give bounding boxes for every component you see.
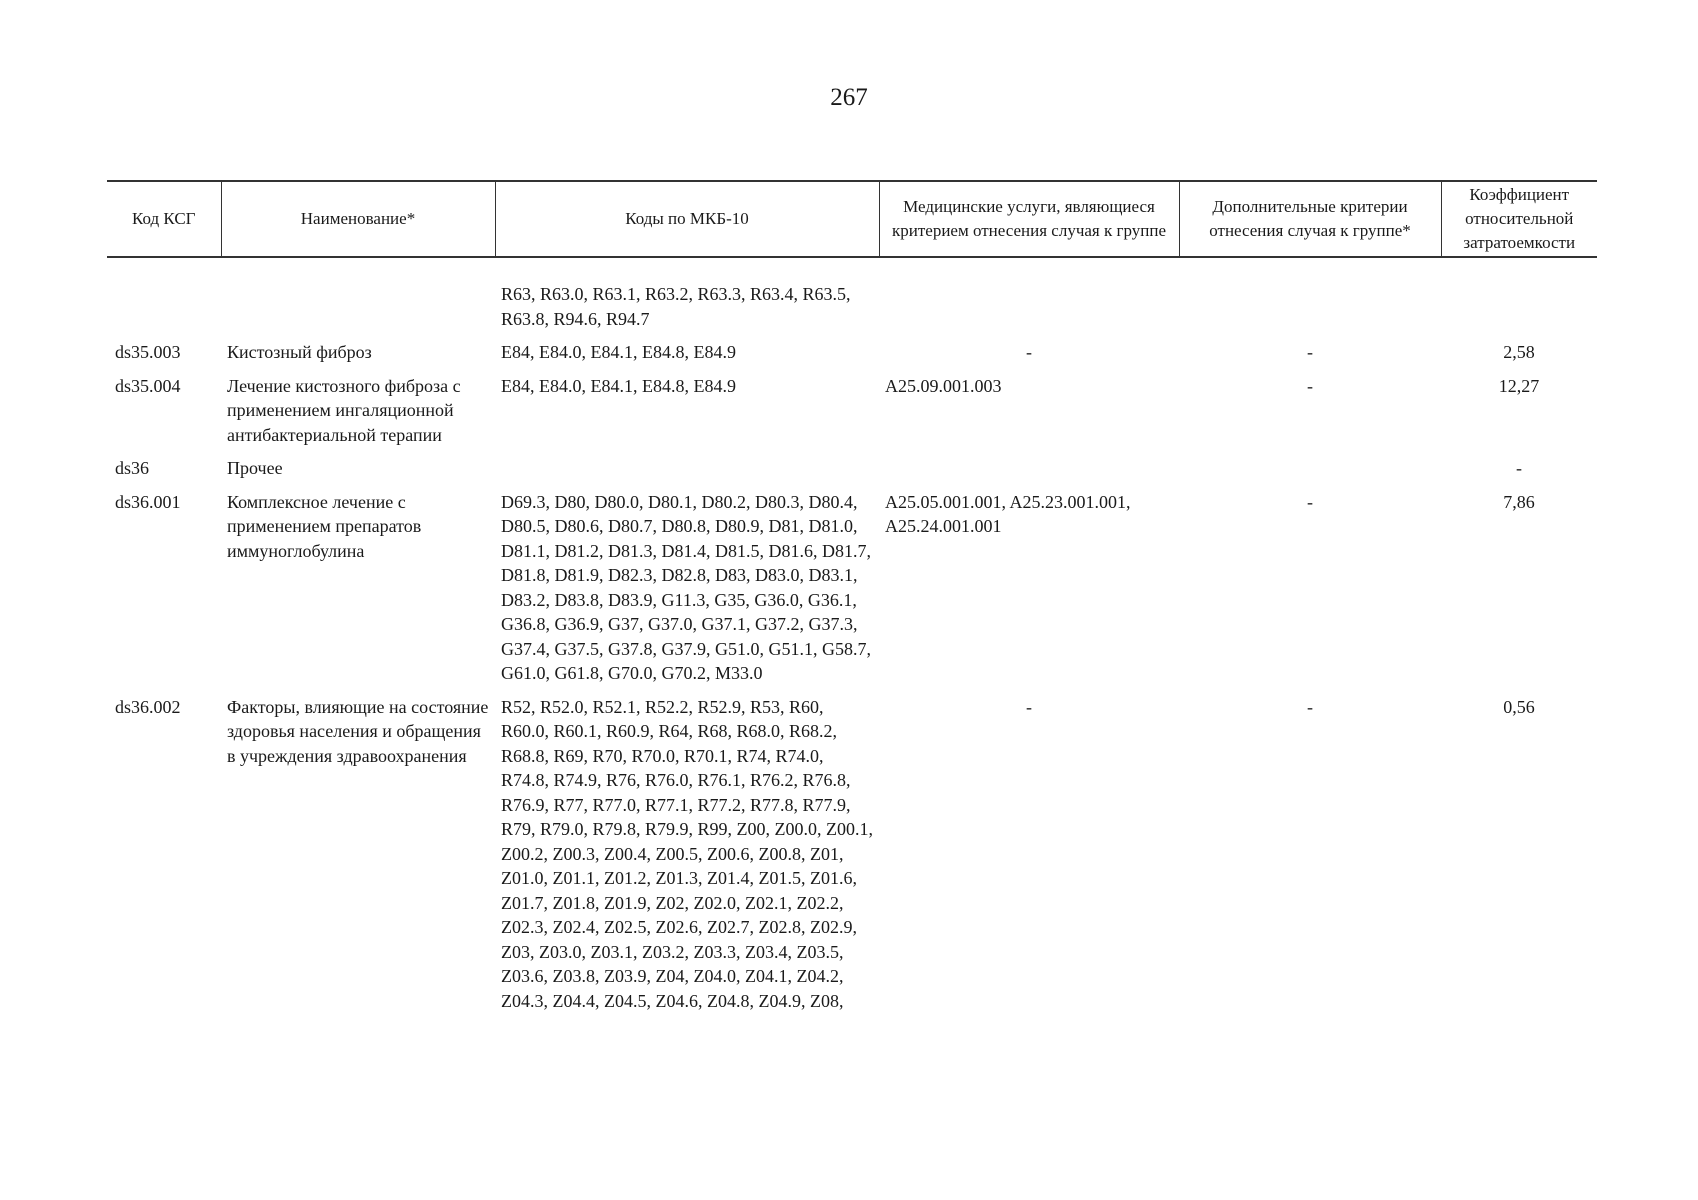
header-ksg-code: Код КСГ (107, 181, 221, 257)
cell-cost-coefficient: 0,56 (1503, 696, 1535, 717)
cell-additional-criteria: - (1307, 342, 1313, 362)
ksg-table (107, 180, 1597, 1022)
cell-name (221, 257, 495, 340)
cell-icd-codes (495, 456, 879, 490)
cell-name: Лечение кистозного фиброза с применением ингаляционной антибактериальной терапии (227, 375, 461, 445)
cell-icd-codes: E84, E84.0, E84.1, E84.8, E84.9 (501, 342, 736, 362)
cell-name: Прочее (227, 458, 283, 478)
cell-icd-codes: E84, E84.0, E84.1, E84.8, E84.9 (501, 375, 736, 396)
header-cost-coefficient: Коэффициент относительной затратоемкости (1441, 181, 1597, 257)
cell-cost-coefficient (1441, 257, 1597, 340)
cell-icd-codes: D69.3, D80, D80.0, D80.1, D80.2, D80.3, D80.4, D80.5, D80.6, D80.7, D80.8, D80.9, D81, D81.0, D81.1, D81.2, D81.3, D81.4, D81.5, D81.6, D81.7, D81.8, D81.9, D82.3, D82.8, D83, D83.0, D83.1, D83.2, D83.8, D83.9, G11.3, G35, G36.0, G36.1, G36.8, G36.9, G37, G37.0, G37.1, G37.2, G37.3, G37.4, G37.5, G37.8, G37.9, G51.0, G51.1, G58.7, G61.0, G61.8, G70.0, G70.2, M33.0 (501, 491, 871, 683)
header-additional-criteria: Дополнительные критерии отнесения случая к группе* (1179, 181, 1441, 257)
table-body (107, 257, 1597, 1022)
cell-ksg-code: ds35.003 (115, 342, 181, 362)
header-name: Наименование* (221, 181, 495, 257)
header-row (107, 181, 1597, 257)
table-row (107, 456, 1597, 490)
table-row (107, 257, 1597, 340)
page-number: 267 (830, 84, 868, 111)
cell-ksg-code: ds36 (115, 458, 150, 478)
cell-additional-criteria: - (1307, 375, 1313, 396)
table-row (107, 490, 1597, 695)
cell-ksg-code: ds35.004 (115, 375, 181, 396)
cell-medical-services: - (1026, 696, 1032, 717)
cell-medical-services: A25.05.001.001, A25.23.001.001, A25.24.001.001 (885, 491, 1131, 536)
header-icd-codes: Коды по МКБ-10 (495, 181, 879, 257)
header-medical-services: Медицинские услуги, являющиеся критерием отнесения случая к группе (879, 181, 1179, 257)
cell-cost-coefficient: - (1516, 458, 1522, 478)
cell-name: Кистозный фиброз (227, 342, 372, 362)
cell-medical-services: - (1026, 342, 1032, 362)
cell-medical-services (879, 456, 1179, 490)
cell-additional-criteria (1179, 257, 1441, 340)
cell-ksg-code (107, 257, 221, 340)
cell-cost-coefficient: 12,27 (1498, 375, 1540, 396)
cell-cost-coefficient: 7,86 (1503, 491, 1535, 512)
cell-ksg-code: ds36.001 (115, 491, 181, 512)
table-row (107, 695, 1597, 1023)
table-row (107, 374, 1597, 457)
cell-name: Комплексное лечение с применением препаратов иммуноглобулина (227, 491, 422, 561)
cell-name: Факторы, влияющие на состояние здоровья населения и обращения в учреждения здравоохранения (227, 696, 489, 766)
ksg-table-container (107, 180, 1597, 1022)
cell-additional-criteria: - (1307, 491, 1313, 512)
cell-ksg-code: ds36.002 (115, 696, 181, 717)
table-header (107, 181, 1597, 257)
cell-icd-codes: R52, R52.0, R52.1, R52.2, R52.9, R53, R60, R60.0, R60.1, R60.9, R64, R68, R68.0, R68.2, R68.8, R69, R70, R70.0, R70.1, R74, R74.0, R74.8, R74.9, R76, R76.0, R76.1, R76.2, R76.8, R76.9, R77, R77.0, R77.1, R77.2, R77.8, R77.9, R79, R79.0, R79.8, R79.9, R99, Z00, Z00.0, Z00.1, Z00.2, Z00.3, Z00.4, Z00.5, Z00.6, Z00.8, Z01, Z01.0, Z01.1, Z01.2, Z01.3, Z01.4, Z01.5, Z01.6, Z01.7, Z01.8, Z01.9, Z02, Z02.0, Z02.1, Z02.2, Z02.3, Z02.4, Z02.5, Z02.6, Z02.7, Z02.8, Z02.9, Z03, Z03.0, Z03.1, Z03.2, Z03.3, Z03.4, Z03.5, Z03.6, Z03.8, Z03.9, Z04, Z04.0, Z04.1, Z04.2, Z04.3, Z04.4, Z04.5, Z04.6, Z04.8, Z04.9, Z08, (501, 696, 874, 1011)
cell-additional-criteria: - (1307, 696, 1313, 717)
table-row (107, 340, 1597, 374)
cell-medical-services (879, 257, 1179, 340)
cell-medical-services: A25.09.001.003 (885, 375, 1002, 396)
cell-cost-coefficient: 2,58 (1503, 342, 1535, 362)
cell-icd-codes: R63, R63.0, R63.1, R63.2, R63.3, R63.4, R63.5, R63.8, R94.6, R94.7 (501, 284, 851, 329)
cell-additional-criteria (1179, 456, 1441, 490)
